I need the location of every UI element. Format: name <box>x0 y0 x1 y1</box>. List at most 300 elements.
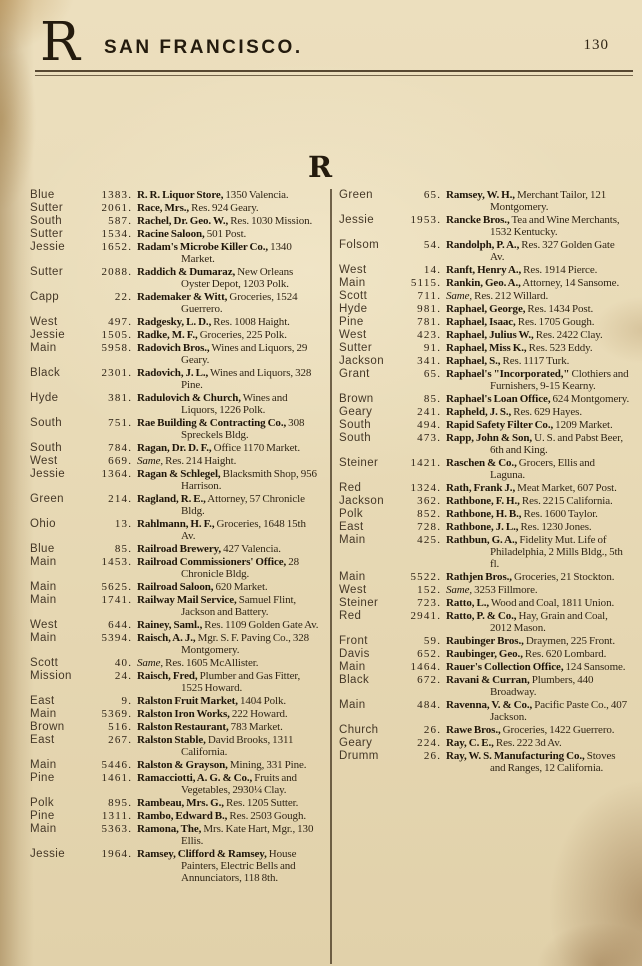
phone-number: 1964 . <box>91 848 131 884</box>
entry-detail: Res. 620 Lombard. <box>522 648 607 660</box>
exchange-name: Main <box>30 823 57 835</box>
exchange-name: Scott <box>339 290 368 302</box>
phone-number: 362 . <box>400 495 440 507</box>
entry-detail: Res. 629 Hayes. <box>511 406 582 418</box>
subscriber-name: Racine Saloon, <box>137 228 205 240</box>
directory-entry <box>339 419 630 431</box>
entry-text <box>137 291 321 315</box>
entry-detail: Res. 1705 Gough. <box>515 316 595 328</box>
subscriber-name: Rathbone, H. B., <box>446 508 522 520</box>
phone-number: 723 . <box>400 597 440 609</box>
phone-number: 473 . <box>400 432 440 456</box>
directory-entry <box>30 367 321 391</box>
exchange-name: South <box>339 419 372 431</box>
entry-detail: Office 1170 Market. <box>211 442 300 454</box>
phone-number: 669 . <box>91 455 131 467</box>
exchange-name: Main <box>30 759 57 771</box>
entry-detail: Clothiers and Furnishers, 9-15 Kearny. <box>490 368 629 392</box>
subscriber-name: Radgesky, L. D., <box>137 316 212 328</box>
page-number: 130 <box>583 37 609 53</box>
entry-detail: Groceries, 225 Polk. <box>197 329 287 341</box>
phone-number: 1364 . <box>91 468 131 492</box>
exchange-name: Pine <box>30 810 55 822</box>
directory-entry <box>339 571 630 583</box>
phone-number: 22 . <box>91 291 131 315</box>
entry-detail: Samuel Flint, Jackson and Battery. <box>181 594 297 618</box>
subscriber-name: Rankin, Geo. A., <box>446 277 521 289</box>
entry-text <box>137 695 321 707</box>
exchange-name: South <box>30 215 63 227</box>
subscriber-name: Rahlmann, H. F., <box>137 518 215 530</box>
entry-text <box>137 721 321 733</box>
subscriber-name: Raphael, George, <box>446 303 526 315</box>
entry-detail: Res. 1914 Pierce. <box>521 264 598 276</box>
exchange-name: Main <box>339 534 366 546</box>
entry-detail: Res. 327 Golden Gate Av. <box>490 239 615 263</box>
subscriber-name: Raisch, A. J., <box>137 632 196 644</box>
entry-detail: Res. 214 Haight. <box>163 455 237 467</box>
exchange-name: Mission <box>30 670 72 682</box>
exchange-name: Sutter <box>30 228 64 240</box>
entry-detail: Attorney, 14 Sansome. <box>520 277 620 289</box>
exchange-name: West <box>339 584 367 596</box>
directory-entry <box>30 670 321 694</box>
phone-number: 26 . <box>400 724 440 736</box>
exchange-name: Capp <box>30 291 60 303</box>
entry-text <box>137 316 321 328</box>
subscriber-name: Ratto, P. & Co., <box>446 610 517 622</box>
entry-text <box>446 303 630 315</box>
phone-number: 1741 . <box>91 594 131 618</box>
exchange-name: Steiner <box>339 457 379 469</box>
subscriber-name: Ramacciotti, A. G. & Co., <box>137 772 253 784</box>
phone-number: 981 . <box>400 303 440 315</box>
exchange-name: Blue <box>30 543 55 555</box>
entry-detail: Wines and Liquors, 328 Pine. <box>181 367 312 391</box>
entry-detail: Mgr. S. F. Paving Co., 328 Montgomery. <box>181 632 310 656</box>
subscriber-name: Radke, M. F., <box>137 329 198 341</box>
exchange-name: Jackson <box>339 495 384 507</box>
exchange-name: Hyde <box>339 303 368 315</box>
phone-number: 40 . <box>91 657 131 669</box>
entry-text <box>446 393 630 405</box>
exchange-name: West <box>30 316 58 328</box>
directory-entry <box>30 215 321 227</box>
entry-text <box>446 239 630 263</box>
exchange-name: Jessie <box>30 468 65 480</box>
exchange-name: Pine <box>339 316 364 328</box>
phone-number: 381 . <box>91 392 131 416</box>
exchange-name: Red <box>339 482 362 494</box>
entry-detail: Res. 2422 Clay. <box>533 329 603 341</box>
entry-detail: Draymen, 225 Front. <box>523 635 615 647</box>
subscriber-name: Ralston Fruit Market, <box>137 695 238 707</box>
exchange-name: Main <box>339 661 366 673</box>
subscriber-name: Ralston Iron Works, <box>137 708 230 720</box>
entry-text <box>137 342 321 366</box>
subscriber-name: Rawe Bros., <box>446 724 501 736</box>
entry-detail: Pacific Paste Co., 407 Jackson. <box>490 699 628 723</box>
phone-number: 14 . <box>400 264 440 276</box>
directory-entry <box>339 368 630 392</box>
subscriber-name: Raubinger, Geo., <box>446 648 523 660</box>
right-column <box>339 189 630 964</box>
subscriber-name: Raphael, Julius W., <box>446 329 534 341</box>
entry-text <box>137 392 321 416</box>
entry-text <box>137 594 321 618</box>
phone-number: 241 . <box>400 406 440 418</box>
directory-entry <box>339 674 630 698</box>
entry-text <box>137 619 321 631</box>
subscriber-name: Raisch, Fred, <box>137 670 198 682</box>
entry-detail: Plumbers, 440 Broadway. <box>490 674 594 698</box>
entry-text <box>137 189 321 201</box>
entry-text <box>137 329 321 341</box>
phone-number: 2301 . <box>91 367 131 391</box>
directory-entry <box>30 442 321 454</box>
phone-number: 5394 . <box>91 632 131 656</box>
subscriber-name: Same, <box>137 455 164 467</box>
subscriber-name: Ragan, Dr. D. F., <box>137 442 212 454</box>
entry-text <box>137 468 321 492</box>
exchange-name: Davis <box>339 648 370 660</box>
subscriber-name: Rapid Safety Filter Co., <box>446 419 554 431</box>
subscriber-name: Rapp, John & Son, <box>446 432 533 444</box>
header-rule <box>35 70 633 76</box>
directory-entry <box>30 189 321 201</box>
directory-entry <box>339 597 630 609</box>
exchange-name: Sutter <box>30 202 64 214</box>
directory-entry <box>30 556 321 580</box>
subscriber-name: Ratto, L., <box>446 597 490 609</box>
entry-text <box>446 674 630 698</box>
subscriber-name: Ralston Restaurant, <box>137 721 229 733</box>
exchange-name: Green <box>339 189 373 201</box>
exchange-name: Ohio <box>30 518 56 530</box>
directory-entry <box>30 657 321 669</box>
subscriber-name: Same, <box>446 584 473 596</box>
directory-entry <box>30 291 321 315</box>
entry-text <box>137 442 321 454</box>
entry-text <box>446 737 630 749</box>
phone-number: 1311 . <box>91 810 131 822</box>
entry-detail: Res. 1117 Turk. <box>500 355 570 367</box>
exchange-name: Main <box>30 556 57 568</box>
exchange-name: Hyde <box>30 392 59 404</box>
entry-detail: Res. 1008 Haight. <box>211 316 290 328</box>
subscriber-name: Rambo, Edward B., <box>137 810 228 822</box>
subscriber-name: Radam's Microbe Killer Co., <box>137 241 269 253</box>
phone-number: 54 . <box>400 239 440 263</box>
subscriber-name: Rath, Frank J., <box>446 482 516 494</box>
entry-detail: Res. 523 Eddy. <box>526 342 593 354</box>
entry-detail: Res. 924 Geary. <box>189 202 259 214</box>
subscriber-name: Rathjen Bros., <box>446 571 512 583</box>
directory-entry <box>30 594 321 618</box>
exchange-name: South <box>339 432 372 444</box>
entry-text <box>137 556 321 580</box>
exchange-name: Main <box>339 277 366 289</box>
phone-number: 26 . <box>400 750 440 774</box>
directory-entry <box>339 239 630 263</box>
phone-number: 5363 . <box>91 823 131 847</box>
entry-detail: Groceries, 21 Stockton. <box>511 571 615 583</box>
directory-entry <box>30 417 321 441</box>
entry-detail: Mrs. Kate Hart, Mgr., 130 Ellis. <box>181 823 314 847</box>
phone-number: 85 . <box>400 393 440 405</box>
directory-entry <box>339 635 630 647</box>
phone-number: 1652 . <box>91 241 131 265</box>
exchange-name: East <box>339 521 364 533</box>
subscriber-name: Ralston Stable, <box>137 734 206 746</box>
directory-entry <box>339 342 630 354</box>
entry-text <box>137 670 321 694</box>
entry-text <box>137 266 321 290</box>
exchange-name: South <box>30 417 63 429</box>
entry-detail: Wood and Coal, 1811 Union. <box>489 597 615 609</box>
entry-text <box>446 368 630 392</box>
exchange-name: South <box>30 442 63 454</box>
directory-entry <box>30 619 321 631</box>
phone-number: 1383 . <box>91 189 131 201</box>
entry-detail: 308 Spreckels Bldg. <box>181 417 305 441</box>
subscriber-name: Rathbone, J. L., <box>446 521 519 533</box>
directory-entry <box>339 189 630 213</box>
entry-text <box>446 316 630 328</box>
entry-text <box>137 241 321 265</box>
directory-entry <box>339 534 630 570</box>
entry-detail: Stoves and Ranges, 12 California. <box>490 750 616 774</box>
entry-detail: Blacksmith Shop, 956 Harrison. <box>181 468 317 492</box>
entry-detail: Meat Market, 607 Post. <box>515 482 617 494</box>
subscriber-name: Ragan & Schlegel, <box>137 468 221 480</box>
directory-entry <box>339 508 630 520</box>
entry-detail: Res. 1230 Jones. <box>518 521 592 533</box>
subscriber-name: Rademaker & Witt, <box>137 291 228 303</box>
entry-detail: 1404 Polk. <box>237 695 287 707</box>
directory-entry <box>30 823 321 847</box>
entry-text <box>137 455 321 467</box>
entry-detail: 783 Market. <box>228 721 283 733</box>
entry-detail: Merchant Tailor, 121 Montgomery. <box>490 189 607 213</box>
entry-text <box>446 432 630 456</box>
exchange-name: Black <box>30 367 61 379</box>
subscriber-name: Rae Building & Contracting Co., <box>137 417 287 429</box>
directory-entry <box>339 393 630 405</box>
subscriber-name: Ravani & Curran, <box>446 674 530 686</box>
subscriber-name: Radovich Bros., <box>137 342 210 354</box>
entry-detail: Res. 1434 Post. <box>525 303 594 315</box>
exchange-name: Brown <box>30 721 65 733</box>
subscriber-name: Rachel, Dr. Geo. W., <box>137 215 229 227</box>
directory-entry <box>30 316 321 328</box>
subscriber-name: Raddich & Dumaraz, <box>137 266 236 278</box>
left-column <box>30 189 321 964</box>
entry-detail: New Orleans Oyster Depot, 1203 Polk. <box>181 266 294 290</box>
directory-entry <box>30 848 321 884</box>
exchange-name: Main <box>30 342 57 354</box>
directory-entry <box>339 277 630 289</box>
entry-text <box>446 355 630 367</box>
directory-entry <box>339 724 630 736</box>
exchange-name: Jessie <box>30 241 65 253</box>
phone-number: 497 . <box>91 316 131 328</box>
directory-entry <box>30 759 321 771</box>
entry-text <box>446 457 630 481</box>
phone-number: 24 . <box>91 670 131 694</box>
phone-number: 91 . <box>400 342 440 354</box>
entry-detail: Plumber and Gas Fitter, 1525 Howard. <box>181 670 301 694</box>
entry-detail: 222 Howard. <box>229 708 288 720</box>
directory-entry <box>339 495 630 507</box>
entry-detail: House Painters, Electric Bells and Annunciators, 118 8th. <box>181 848 297 884</box>
exchange-name: Jessie <box>30 329 65 341</box>
directory-entry <box>30 695 321 707</box>
entry-text <box>137 823 321 847</box>
subscriber-name: Raphael, Isaac, <box>446 316 516 328</box>
entry-text <box>137 417 321 441</box>
exchange-name: Green <box>30 493 64 505</box>
phone-number: 5446 . <box>91 759 131 771</box>
phone-number: 85 . <box>91 543 131 555</box>
entry-text <box>446 699 630 723</box>
exchange-name: Scott <box>30 657 59 669</box>
subscriber-name: Raphael, S., <box>446 355 501 367</box>
subscriber-name: Radovich, J. L., <box>137 367 209 379</box>
directory-entry <box>30 543 321 555</box>
entry-text <box>446 661 630 673</box>
entry-text <box>446 521 630 533</box>
exchange-name: Red <box>339 610 362 622</box>
exchange-name: Front <box>339 635 368 647</box>
subscriber-name: Rancke Bros., <box>446 214 510 226</box>
entry-text <box>137 848 321 884</box>
phone-number: 2061 . <box>91 202 131 214</box>
phone-number: 224 . <box>400 737 440 749</box>
directory-entry <box>339 482 630 494</box>
phone-number: 516 . <box>91 721 131 733</box>
entry-text <box>446 342 630 354</box>
subscriber-name: Railroad Saloon, <box>137 581 214 593</box>
directory-entry <box>339 584 630 596</box>
entry-detail: Res. 2215 California. <box>519 495 613 507</box>
phone-number: 1534 . <box>91 228 131 240</box>
exchange-name: Sutter <box>30 266 64 278</box>
exchange-name: Main <box>339 571 366 583</box>
subscriber-name: Ralston & Grayson, <box>137 759 228 771</box>
entry-text <box>446 406 630 418</box>
directory-entry <box>30 772 321 796</box>
phone-number: 214 . <box>91 493 131 517</box>
exchange-name: Polk <box>30 797 54 809</box>
phone-number: 895 . <box>91 797 131 809</box>
phone-number: 65 . <box>400 189 440 213</box>
entry-text <box>446 214 630 238</box>
exchange-name: Drumm <box>339 750 379 762</box>
subscriber-name: R. R. Liquor Store, <box>137 189 224 201</box>
entry-text <box>137 708 321 720</box>
entry-detail: David Brooks, 1311 California. <box>181 734 294 758</box>
subscriber-name: Rathbone, F. H., <box>446 495 520 507</box>
directory-entry <box>339 214 630 238</box>
subscriber-name: Railway Mail Service, <box>137 594 237 606</box>
entry-detail: 1350 Valencia. <box>223 189 289 201</box>
phone-number: 425 . <box>400 534 440 570</box>
directory-entry <box>339 355 630 367</box>
entry-detail: 427 Valencia. <box>221 543 281 555</box>
phone-number: 65 . <box>400 368 440 392</box>
subscriber-name: Ray, W. S. Manufacturing Co., <box>446 750 585 762</box>
entry-detail: Mining, 331 Pine. <box>227 759 307 771</box>
entry-text <box>137 228 321 240</box>
exchange-name: Pine <box>30 772 55 784</box>
subscriber-name: Radulovich & Church, <box>137 392 241 404</box>
entry-text <box>446 724 630 736</box>
entry-detail: Res. 1605 McAllister. <box>163 657 259 669</box>
entry-detail: 624 Montgomery. <box>550 393 630 405</box>
directory-entry <box>339 432 630 456</box>
page-title: SAN FRANCISCO. <box>104 37 303 58</box>
entry-detail: Groceries, 1648 15th Av. <box>181 518 306 542</box>
entry-detail: 1340 Market. <box>181 241 292 265</box>
phone-number: 2088 . <box>91 266 131 290</box>
phone-number: 5958 . <box>91 342 131 366</box>
entry-detail: Res. 1600 Taylor. <box>521 508 598 520</box>
entry-detail: Res. 1109 Golden Gate Av. <box>202 619 319 631</box>
subscriber-name: Raschen & Co., <box>446 457 517 469</box>
entry-text <box>137 632 321 656</box>
directory-entry <box>30 266 321 290</box>
entry-detail: U. S. and Pabst Beer, 6th and King. <box>490 432 623 456</box>
entry-text <box>446 329 630 341</box>
entry-text <box>137 734 321 758</box>
entry-detail: Fruits and Vegetables, 2930¼ Clay. <box>181 772 297 796</box>
phone-number: 644 . <box>91 619 131 631</box>
subscriber-name: Raphael's Loan Office, <box>446 393 551 405</box>
subscriber-name: Railroad Brewery, <box>137 543 222 555</box>
entry-text <box>446 750 630 774</box>
subscriber-name: Same, <box>446 290 473 302</box>
exchange-name: Main <box>339 699 366 711</box>
exchange-name: East <box>30 695 55 707</box>
directory-entry <box>339 610 630 634</box>
directory-entry <box>339 264 630 276</box>
entry-text <box>137 518 321 542</box>
directory-entry <box>30 392 321 416</box>
subscriber-name: Raphael, Miss K., <box>446 342 527 354</box>
exchange-name: Jessie <box>30 848 65 860</box>
phone-number: 1461 . <box>91 772 131 796</box>
phone-number: 2941 . <box>400 610 440 634</box>
subscriber-name: Ramsey, W. H., <box>446 189 515 201</box>
exchange-name: Blue <box>30 189 55 201</box>
entry-detail: Res. 212 Willard. <box>472 290 549 302</box>
exchange-name: Geary <box>339 737 373 749</box>
entry-detail: 620 Market. <box>213 581 268 593</box>
directory-entry <box>30 797 321 809</box>
exchange-name: Polk <box>339 508 363 520</box>
phone-number: 5522 . <box>400 571 440 583</box>
phone-number: 341 . <box>400 355 440 367</box>
subscriber-name: Raphael's "Incorporated," <box>446 368 570 380</box>
exchange-name: West <box>30 455 58 467</box>
phone-number: 5369 . <box>91 708 131 720</box>
entry-detail: Res. 222 3d Av. <box>493 737 562 749</box>
subscriber-name: Raubinger Bros., <box>446 635 524 647</box>
entry-text <box>446 495 630 507</box>
directory-columns <box>30 189 630 964</box>
phone-number: 1505 . <box>91 329 131 341</box>
